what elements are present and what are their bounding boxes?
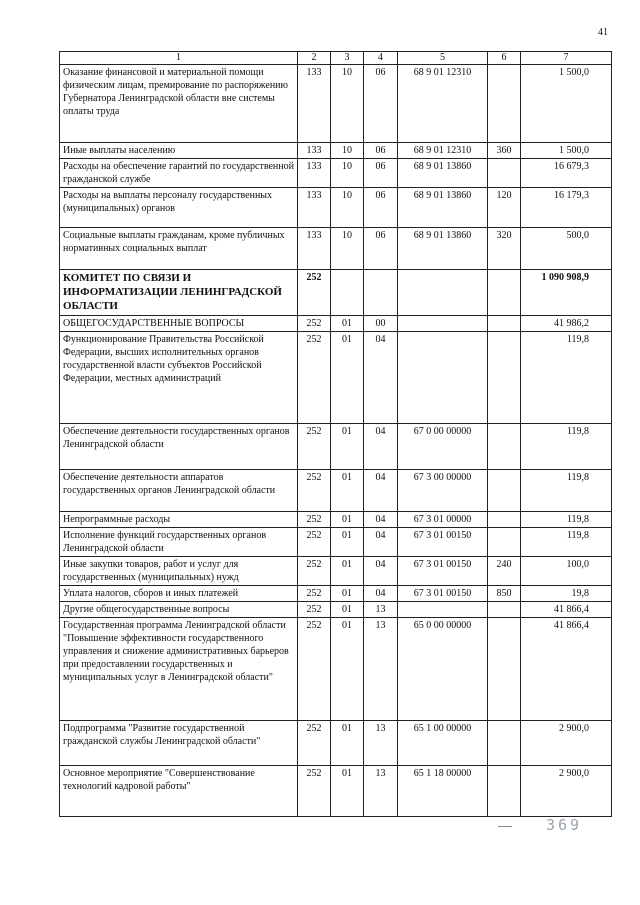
cell-subsection: 13: [364, 721, 398, 766]
cell-ministry: 133: [298, 159, 331, 188]
table-row: [60, 159, 612, 188]
cell-expense-type: [488, 470, 521, 512]
cell-name: Основное мероприятие "Совершенствование технологий кадровой работы": [60, 766, 298, 817]
cell-target-article: 65 1 18 00000: [398, 766, 488, 817]
cell-subsection: [364, 270, 398, 316]
header-cell: 5: [398, 52, 488, 65]
cell-target-article: 68 9 01 12310: [398, 65, 488, 143]
header-cell: 4: [364, 52, 398, 65]
cell-expense-type: [488, 65, 521, 143]
cell-expense-type: [488, 766, 521, 817]
cell-expense-type: [488, 316, 521, 332]
cell-ministry: 252: [298, 602, 331, 618]
stamp-dash: [498, 826, 512, 827]
cell-expense-type: [488, 618, 521, 721]
cell-ministry: 252: [298, 424, 331, 470]
cell-subsection: 06: [364, 159, 398, 188]
cell-section: 01: [331, 332, 364, 424]
cell-amount: 100,0: [521, 557, 612, 586]
cell-section: 01: [331, 766, 364, 817]
table-row: [60, 270, 612, 316]
cell-subsection: 00: [364, 316, 398, 332]
cell-amount: 16 679,3: [521, 159, 612, 188]
cell-ministry: 252: [298, 528, 331, 557]
cell-subsection: 06: [364, 65, 398, 143]
cell-amount: 19,8: [521, 586, 612, 602]
header-cell: 2: [298, 52, 331, 65]
table-row: [60, 228, 612, 270]
cell-expense-type: [488, 159, 521, 188]
table-row: [60, 188, 612, 228]
cell-subsection: 04: [364, 528, 398, 557]
cell-amount: 1 090 908,9: [521, 270, 612, 316]
table-row: [60, 766, 612, 817]
cell-target-article: 68 9 01 13860: [398, 159, 488, 188]
cell-expense-type: [488, 721, 521, 766]
table-row: [60, 65, 612, 143]
cell-section: 10: [331, 143, 364, 159]
table-row: [60, 512, 612, 528]
cell-target-article: 67 3 01 00150: [398, 557, 488, 586]
cell-amount: 2 900,0: [521, 766, 612, 817]
cell-subsection: 04: [364, 512, 398, 528]
cell-name: Непрограммные расходы: [60, 512, 298, 528]
cell-amount: 41 986,2: [521, 316, 612, 332]
cell-amount: 41 866,4: [521, 618, 612, 721]
cell-expense-type: 320: [488, 228, 521, 270]
cell-name: Подпрограмма "Развитие государственной гражданской службы Ленинградской области": [60, 721, 298, 766]
cell-name: Функционирование Правительства Российской Федерации, высших исполнительных органов государственной власти субъектов Российской Федерации, местных администраций: [60, 332, 298, 424]
cell-amount: 16 179,3: [521, 188, 612, 228]
cell-subsection: 13: [364, 618, 398, 721]
cell-section: 10: [331, 159, 364, 188]
cell-section: 10: [331, 228, 364, 270]
cell-name: Обеспечение деятельности государственных органов Ленинградской области: [60, 424, 298, 470]
table-row: [60, 602, 612, 618]
cell-target-article: [398, 602, 488, 618]
table-row: [60, 316, 612, 332]
cell-name: Уплата налогов, сборов и иных платежей: [60, 586, 298, 602]
table-row: [60, 143, 612, 159]
cell-amount: 1 500,0: [521, 143, 612, 159]
cell-amount: 119,8: [521, 512, 612, 528]
cell-name: Государственная программа Ленинградской области "Повышение эффективности государственного управления и снижение административных барьеров при предоставлении государственных и муниципальных услуг в Ленинградской области": [60, 618, 298, 721]
cell-name: Расходы на выплаты персоналу государственных (муниципальных) органов: [60, 188, 298, 228]
cell-ministry: 133: [298, 228, 331, 270]
cell-target-article: [398, 316, 488, 332]
cell-section: [331, 270, 364, 316]
cell-expense-type: [488, 270, 521, 316]
cell-subsection: 06: [364, 228, 398, 270]
cell-target-article: 67 0 00 00000: [398, 424, 488, 470]
page-number: 41: [598, 27, 608, 38]
header-cell: 6: [488, 52, 521, 65]
budget-table: [59, 51, 612, 817]
header-cell: 3: [331, 52, 364, 65]
cell-ministry: 252: [298, 512, 331, 528]
cell-expense-type: [488, 512, 521, 528]
cell-name: Иные закупки товаров, работ и услуг для государственных (муниципальных) нужд: [60, 557, 298, 586]
cell-target-article: 67 3 00 00000: [398, 470, 488, 512]
page-stamp: 369: [546, 816, 583, 834]
cell-ministry: 252: [298, 557, 331, 586]
table-row: [60, 586, 612, 602]
cell-expense-type: 120: [488, 188, 521, 228]
cell-ministry: 252: [298, 618, 331, 721]
cell-section: 01: [331, 586, 364, 602]
cell-amount: 2 900,0: [521, 721, 612, 766]
header-cell: 1: [60, 52, 298, 65]
cell-ministry: 252: [298, 270, 331, 316]
cell-target-article: 65 0 00 00000: [398, 618, 488, 721]
cell-section: 10: [331, 188, 364, 228]
cell-section: 01: [331, 528, 364, 557]
cell-amount: 500,0: [521, 228, 612, 270]
cell-ministry: 252: [298, 586, 331, 602]
cell-target-article: 67 3 01 00000: [398, 512, 488, 528]
cell-name: Расходы на обеспечение гарантий по государственной гражданской службе: [60, 159, 298, 188]
cell-name: КОМИТЕТ ПО СВЯЗИ И ИНФОРМАТИЗАЦИИ ЛЕНИНГРАДСКОЙ ОБЛАСТИ: [60, 270, 298, 316]
header-cell: 7: [521, 52, 612, 65]
cell-ministry: 133: [298, 143, 331, 159]
header-row: [60, 52, 612, 65]
cell-section: 10: [331, 65, 364, 143]
cell-section: 01: [331, 316, 364, 332]
cell-target-article: 67 3 01 00150: [398, 528, 488, 557]
table-row: [60, 424, 612, 470]
cell-amount: 119,8: [521, 424, 612, 470]
cell-section: 01: [331, 618, 364, 721]
cell-section: 01: [331, 557, 364, 586]
cell-expense-type: 360: [488, 143, 521, 159]
cell-name: Другие общегосударственные вопросы: [60, 602, 298, 618]
table-row: [60, 470, 612, 512]
cell-subsection: 06: [364, 188, 398, 228]
table-row: [60, 618, 612, 721]
cell-name: Социальные выплаты гражданам, кроме публичных нормативных социальных выплат: [60, 228, 298, 270]
cell-name: Оказание финансовой и материальной помощи физическим лицам, премирование по распоряжению Губернатора Ленинградской области вне системы оплаты труда: [60, 65, 298, 143]
cell-amount: 1 500,0: [521, 65, 612, 143]
cell-ministry: 252: [298, 721, 331, 766]
cell-expense-type: [488, 332, 521, 424]
cell-expense-type: 240: [488, 557, 521, 586]
cell-target-article: 68 9 01 13860: [398, 228, 488, 270]
cell-target-article: [398, 332, 488, 424]
cell-ministry: 252: [298, 316, 331, 332]
cell-amount: 119,8: [521, 470, 612, 512]
table-row: [60, 557, 612, 586]
cell-target-article: [398, 270, 488, 316]
cell-name: ОБЩЕГОСУДАРСТВЕННЫЕ ВОПРОСЫ: [60, 316, 298, 332]
cell-subsection: 06: [364, 143, 398, 159]
cell-expense-type: 850: [488, 586, 521, 602]
cell-subsection: 04: [364, 586, 398, 602]
cell-subsection: 04: [364, 424, 398, 470]
cell-section: 01: [331, 721, 364, 766]
cell-subsection: 04: [364, 332, 398, 424]
cell-ministry: 133: [298, 65, 331, 143]
cell-target-article: 67 3 01 00150: [398, 586, 488, 602]
cell-name: Исполнение функций государственных органов Ленинградской области: [60, 528, 298, 557]
cell-subsection: 13: [364, 766, 398, 817]
table-row: [60, 332, 612, 424]
cell-section: 01: [331, 602, 364, 618]
cell-ministry: 133: [298, 188, 331, 228]
cell-amount: 119,8: [521, 528, 612, 557]
cell-target-article: 68 9 01 13860: [398, 188, 488, 228]
cell-expense-type: [488, 528, 521, 557]
cell-name: Иные выплаты населению: [60, 143, 298, 159]
cell-section: 01: [331, 470, 364, 512]
cell-expense-type: [488, 424, 521, 470]
cell-amount: 41 866,4: [521, 602, 612, 618]
cell-section: 01: [331, 512, 364, 528]
cell-section: 01: [331, 424, 364, 470]
cell-expense-type: [488, 602, 521, 618]
table-row: [60, 721, 612, 766]
table-row: [60, 528, 612, 557]
cell-subsection: 04: [364, 470, 398, 512]
cell-ministry: 252: [298, 332, 331, 424]
cell-name: Обеспечение деятельности аппаратов государственных органов Ленинградской области: [60, 470, 298, 512]
cell-target-article: 68 9 01 12310: [398, 143, 488, 159]
cell-ministry: 252: [298, 470, 331, 512]
cell-subsection: 13: [364, 602, 398, 618]
cell-target-article: 65 1 00 00000: [398, 721, 488, 766]
cell-subsection: 04: [364, 557, 398, 586]
cell-amount: 119,8: [521, 332, 612, 424]
cell-ministry: 252: [298, 766, 331, 817]
